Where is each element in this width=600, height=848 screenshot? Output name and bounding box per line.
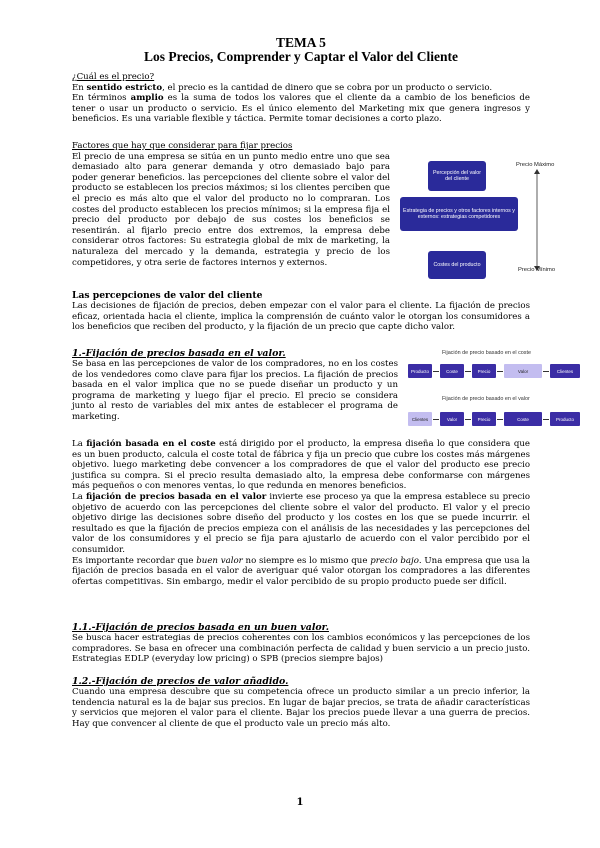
double-arrow-icon xyxy=(532,169,542,271)
flow-value-step: Producto xyxy=(550,412,580,426)
diagram-box-strategy: Estrategia de precios y otros factores internos y externos: estrategias competidores xyxy=(400,197,518,231)
label-max-price: Precio Máximo xyxy=(516,162,555,168)
page-number: 1 xyxy=(296,797,304,808)
diagram-box-value: Percepción del valor del cliente xyxy=(428,161,486,191)
flow-value-step: Valor xyxy=(440,412,464,426)
title-block xyxy=(72,36,530,64)
section-heading: Factores que hay que considerar para fijar precios xyxy=(72,141,293,151)
section-factores xyxy=(72,141,390,268)
section-heading: Las percepciones de valor del cliente xyxy=(72,290,263,301)
paragraph: El precio de una empresa se sitúa en un punto medio entre uno que sea demasiado alto para generar demanda y otro demasiado bajo para poder generar beneficios. las percepciones del cliente sobre el valor del producto se establecen los precios máximos; si los clientes perciben que el precio es más alto que el valor del producto no lo compraran. Los costes del producto establecen los precios mínimos; si la empresa fija el precio del producto por debajo de sus costes los beneficios se resentirán. al fijarlo precio entre dos extremos, la empresa debe considerar otros factores: Su estrategia global de mix de marketing, la naturaleza del mercado y la demanda, estrategia y precio de los competidores, y otra serie de factores internos y externos. xyxy=(72,151,390,268)
flow-cost-step: Coste xyxy=(440,364,464,378)
diagram-box-costs: Costes del producto xyxy=(428,251,486,279)
paragraph: En términos amplio es la suma de todos los valores que el cliente da a cambio de los beneficios de tener o usar un producto o servicio. Es el único elemento del Marketing mix que genera ingresos y beneficios. Es una variable flexible y táctica. Permite tomar decisiones a corto plazo. xyxy=(72,93,530,125)
paragraph: Las decisiones de fijación de precios, deben empezar con el valor para el cliente. La fijación de precios eficaz, orientada hacia el cliente, implica la comprensión de cuánto valor le otorgan los consumidores a los beneficios que reciben del producto, y la fijación de un precio que capte dicho valor. xyxy=(72,301,530,333)
paragraph: En sentido estricto, el precio es la cantidad de dinero que se cobra por un producto o servicio. xyxy=(72,82,493,93)
section-percepciones xyxy=(72,290,530,333)
doc-title: TEMA 5 xyxy=(276,35,326,50)
paragraph: La fijación de precios basada en el valor invierte ese proceso ya que la empresa establece su precio objetivo de acuerdo con las percepciones del cliente sobre el valor del producto. El valor y el precio objetivo dirige las decisiones sobre diseño del producto y los costes en los que se puede incurrir. el resultado es que la fijación de precios empieza con el análisis de las necesidades y las percepciones del valor de los consumidores y el precio se fija para ajustarlo de acuerdo con el valor percibido por el consumidor. xyxy=(72,491,531,555)
section-heading: 1.2.-Fijación de precios de valor añadido. xyxy=(72,676,289,687)
label-min-price: Precio Mínimo xyxy=(518,267,556,273)
flow-value-step: Clientes xyxy=(408,412,432,426)
pricing-flow-diagrams xyxy=(406,350,596,436)
section-valor xyxy=(72,348,398,423)
section-heading: 1.1.-Fijación de precios basada en un buen valor. xyxy=(72,622,329,633)
section-precio xyxy=(72,72,530,125)
flow-value-step: Coste xyxy=(504,412,542,426)
section-heading: 1.-Fijación de precios basada en el valor. xyxy=(72,348,286,359)
flow-cost-step: Precio xyxy=(472,364,496,378)
doc-subtitle: Los Precios, Comprender y Captar el Valor del Cliente xyxy=(143,49,459,64)
flow-cost-title: Fijación de precio basado en el coste xyxy=(442,350,532,356)
flow-cost-step: Producto xyxy=(408,364,432,378)
section-coste-vs-valor xyxy=(72,439,530,587)
paragraph: Se basa en las percepciones de valor de los compradores, no en los costes de los vendedores como clave para fijar los precios. La fijación de precios basada en el valor implica que no se puede diseñar un producto y un programa de marketing y luego fijar el precio. El precio se considera junto al resto de variables del mix antes de establecer el programa de marketing. xyxy=(72,359,398,422)
paragraph: Es importante recordar que buen valor no siempre es lo mismo que precio bajo. Una empresa que usa la fijación de precios basada en el valor de averiguar qué valor otorgan los compradores a las diferentes ofertas competitivas. Sin embargo, medir el valor percibido de su propio producto puede ser difícil. xyxy=(72,555,530,587)
paragraph: La fijación basada en el coste está dirigido por el producto, la empresa diseña lo que considera que es un buen producto, calcula el coste total de fábrica y fija un precio que cubre los costes más márgenes objetivo. luego marketing debe convencer a los compradores de que el valor del producto ese precio justifica su compra. Si el precio resulta demasiado alto, la empresa debe conformarse con márgenes más pequeños o con menores ventas, lo que redunda en menores beneficios. xyxy=(72,439,530,492)
flow-value-title: Fijación de precio basado en el valor xyxy=(442,396,530,402)
flow-cost-step: Clientes xyxy=(550,364,580,378)
section-heading: ¿Cuál es el precio? xyxy=(72,72,155,82)
price-range-diagram xyxy=(398,155,558,280)
section-valor-anadido xyxy=(72,676,530,729)
paragraph: Cuando una empresa descubre que su competencia ofrece un producto similar a un precio inferior, la tendencia natural es la de bajar sus precios. En lugar de bajar precios, se trata de añadir características y servicios que mejoren el valor para el cliente. Bajar los precios puede llevar a una guerra de precios. Hay que convencer al cliente de que el producto vale un precio más alto. xyxy=(72,687,530,729)
paragraph: Se busca hacer estrategias de precios coherentes con los cambios económicos y las percepciones de los compradores. Se basa en ofrecer una combinación perfecta de calidad y buen servicio a un precio justo. Estrategias EDLP (everyday low pricing) o SPB (precios siempre bajos) xyxy=(72,633,530,665)
section-buen-valor xyxy=(72,622,530,665)
flow-value-step: Precio xyxy=(472,412,496,426)
flow-cost-step: Valor xyxy=(504,364,542,378)
